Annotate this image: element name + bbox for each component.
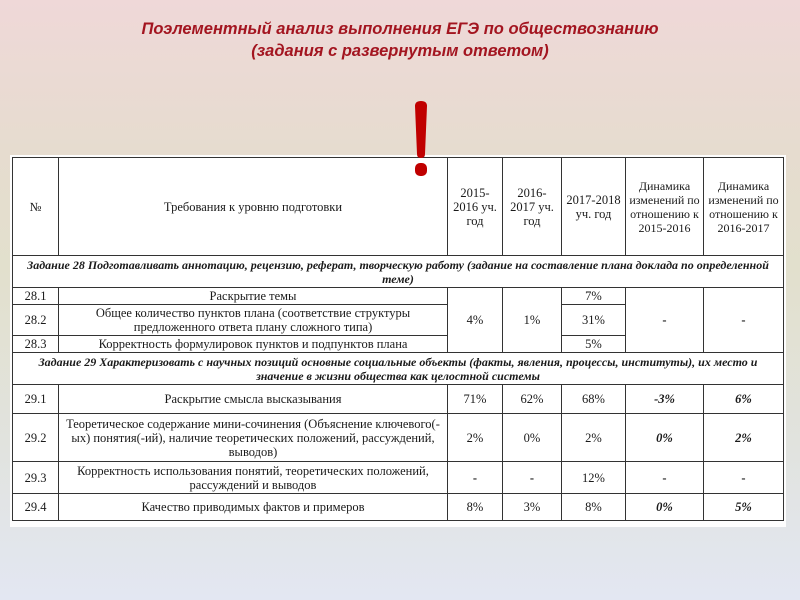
row-dynamics-2016: 0% — [626, 494, 704, 521]
table-row — [13, 462, 784, 494]
task-28-dynamics-2016: - — [626, 288, 704, 353]
row-requirement: Качество приводимых фактов и примеров — [59, 494, 448, 521]
row-2017-2018: 5% — [562, 336, 626, 353]
task-29-title: Задание 29 Характеризовать с научных позиций основные социальные объекты (факты, явления, процессы, институты), их место и значение в жизни общества как целостной системы — [13, 353, 784, 385]
page-title — [0, 18, 800, 62]
row-num: 29.3 — [13, 462, 59, 494]
row-num: 29.2 — [13, 414, 59, 462]
header-requirement: Требования к уровню подготовки — [59, 158, 448, 256]
row-2015-2016: 2% — [448, 414, 503, 462]
header-num: № — [13, 158, 59, 256]
table-row — [13, 414, 784, 462]
row-2016-2017: 0% — [503, 414, 562, 462]
row-2017-2018: 31% — [562, 305, 626, 336]
row-requirement: Корректность формулировок пунктов и подпунктов плана — [59, 336, 448, 353]
results-table — [12, 157, 784, 521]
row-num: 29.1 — [13, 385, 59, 414]
row-num: 28.3 — [13, 336, 59, 353]
table-row — [13, 288, 784, 305]
row-2015-2016: 8% — [448, 494, 503, 521]
row-dynamics-2016: 0% — [626, 414, 704, 462]
row-2016-2017: 62% — [503, 385, 562, 414]
row-dynamics-2016: - — [626, 462, 704, 494]
row-requirement: Общее количество пунктов плана (соответствие структуры предложенного ответа плану сложного типа) — [59, 305, 448, 336]
row-2016-2017: - — [503, 462, 562, 494]
row-2015-2016: 71% — [448, 385, 503, 414]
row-requirement: Раскрытие смысла высказывания — [59, 385, 448, 414]
table-row — [13, 494, 784, 521]
row-2017-2018: 12% — [562, 462, 626, 494]
row-2015-2016: - — [448, 462, 503, 494]
task-28-title: Задание 28 Подготавливать аннотацию, рецензию, реферат, творческую работу (задание на составление плана доклада по определенной теме) — [13, 256, 784, 288]
row-dynamics-2017: 2% — [704, 414, 784, 462]
task-28-dynamics-2017: - — [704, 288, 784, 353]
exclamation-mark-icon — [411, 100, 431, 180]
header-row — [13, 158, 784, 256]
row-dynamics-2016: -3% — [626, 385, 704, 414]
header-2016-2017: 2016-2017 уч. год — [503, 158, 562, 256]
row-2017-2018: 8% — [562, 494, 626, 521]
row-requirement: Корректность использования понятий, теоретических положений, рассуждений и выводов — [59, 462, 448, 494]
row-dynamics-2017: 6% — [704, 385, 784, 414]
task-28-2015-2016: 4% — [448, 288, 503, 353]
task-28-2016-2017: 1% — [503, 288, 562, 353]
header-2017-2018: 2017-2018 уч. год — [562, 158, 626, 256]
title-line-1: Поэлементный анализ выполнения ЕГЭ по обществознанию — [141, 20, 659, 38]
header-dynamics-2017: Динамика изменений по отношению к 2016-2017 — [704, 158, 784, 256]
row-num: 29.4 — [13, 494, 59, 521]
section-row-task-28 — [13, 256, 784, 288]
row-num: 28.2 — [13, 305, 59, 336]
row-2017-2018: 2% — [562, 414, 626, 462]
row-2017-2018: 7% — [562, 288, 626, 305]
row-requirement: Теоретическое содержание мини-сочинения (Объяснение ключевого(-ых) понятия(-ий), наличие теоретических положений, рассуждений, выводов) — [59, 414, 448, 462]
table-row — [13, 385, 784, 414]
row-dynamics-2017: 5% — [704, 494, 784, 521]
row-2016-2017: 3% — [503, 494, 562, 521]
row-num: 28.1 — [13, 288, 59, 305]
row-requirement: Раскрытие темы — [59, 288, 448, 305]
header-dynamics-2016: Динамика изменений по отношению к 2015-2016 — [626, 158, 704, 256]
title-line-2: (задания с развернутым ответом) — [251, 42, 549, 60]
section-row-task-29 — [13, 353, 784, 385]
row-2017-2018: 68% — [562, 385, 626, 414]
header-2015-2016: 2015-2016 уч. год — [448, 158, 503, 256]
row-dynamics-2017: - — [704, 462, 784, 494]
